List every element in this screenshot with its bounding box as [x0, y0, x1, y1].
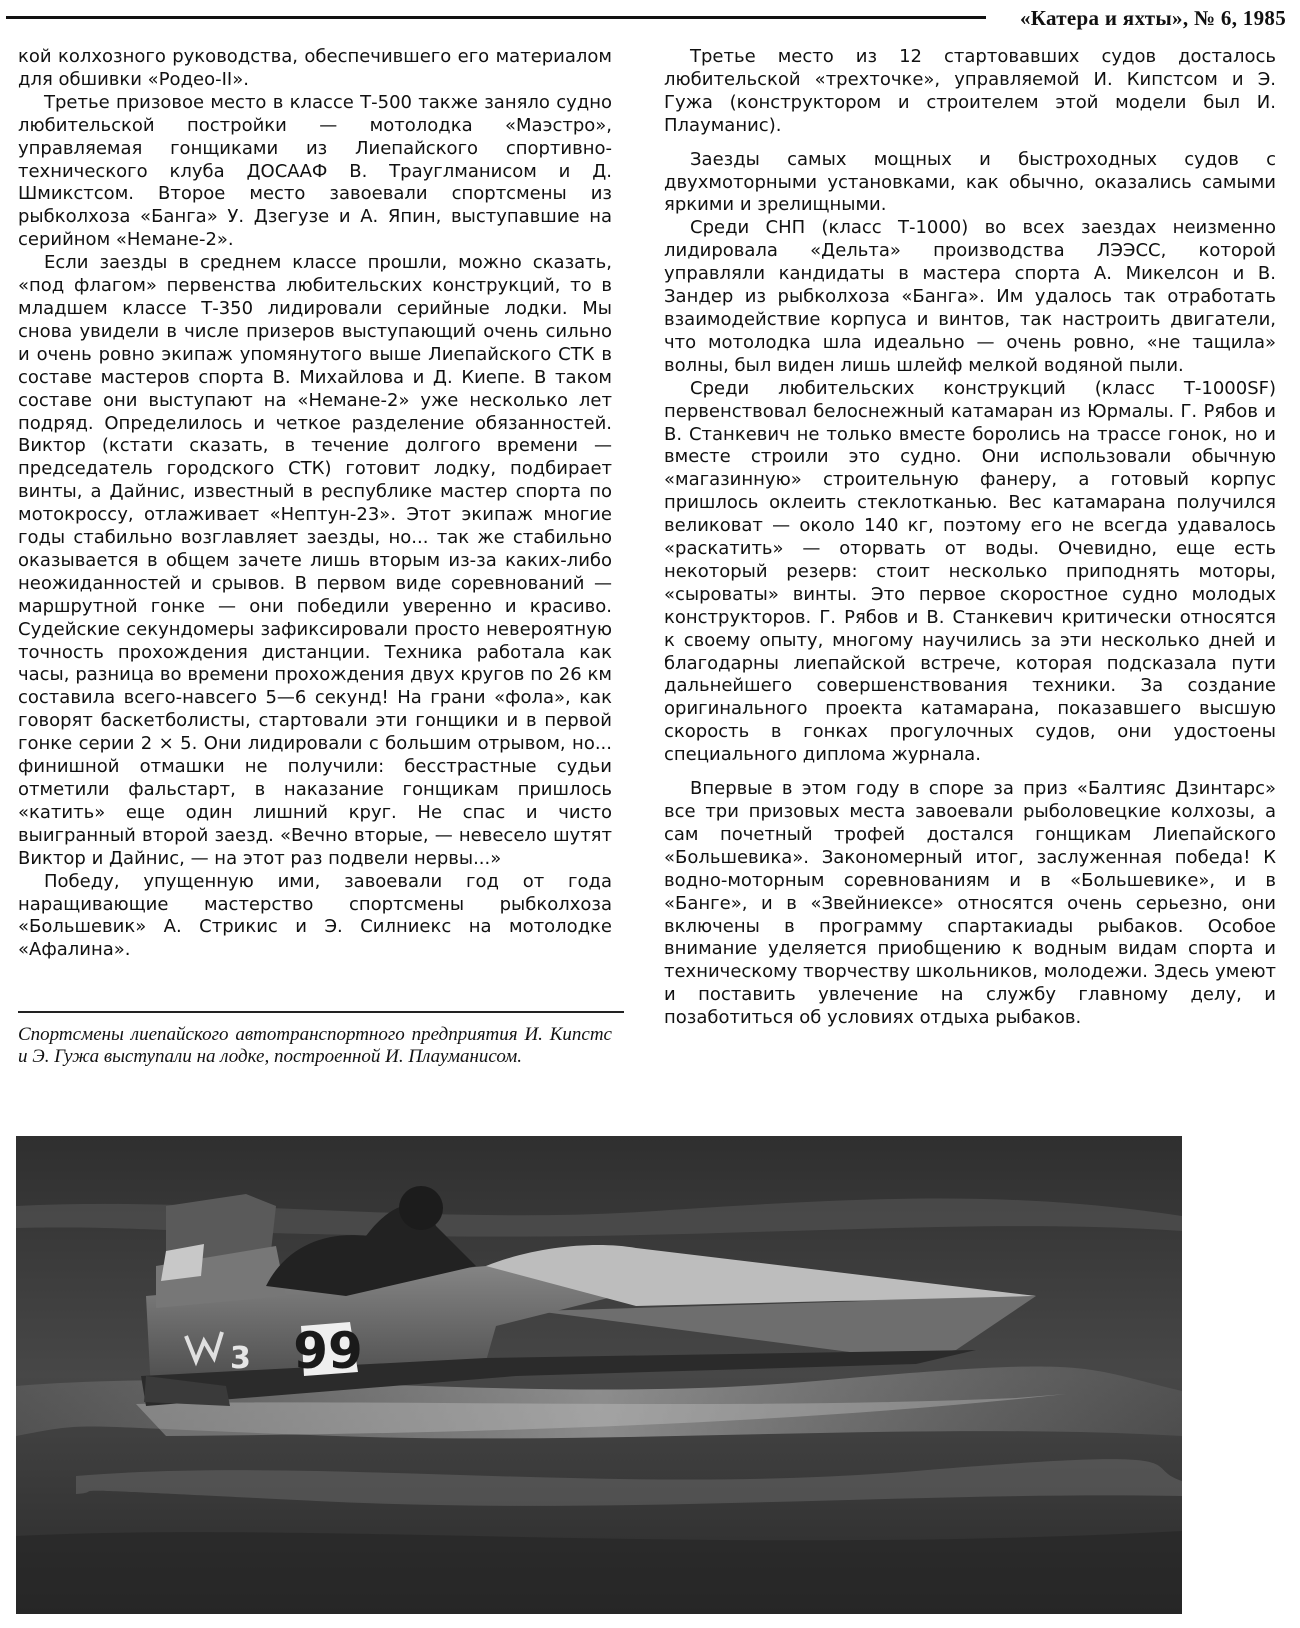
paragraph: Если заезды в среднем классе прошли, можно сказать, «под флагом» первенства любительских конструкций, то в младшем классе Т-350 лидировали серийные лодки. Мы снова увидели в числе призеров выступающий очень сильно и очень ровно экипаж упомянутого выше Лиепайского СТК в составе мастеров спорта В. Михайлова и Д. Киепе. В таком составе они выступают на «Немане-2» уже несколько лет подряд. Определилось и четкое разделение обязанностей. Виктор (кстати сказать, в течение долгого времени — председатель городского СТК) готовит лодку, подбирает винты, а Дайнис, известный в республике мастер спорта по мотокроссу, отлаживает «Нептун-23». Этот экипаж многие годы стабильно возглавляет заезды, но... так же стабильно оказывается в общем зачете лишь вторым из-за каких-либо неожиданностей и срывов. В первом виде соревнований — маршрутной гонке — они победили уверенно и красиво. Судейские секундомеры зафиксировали просто невероятную точность прохождения дистанции. Техника работала как часы, разница во времени прохождения двух кругов по 26 км составила всего-навсего 5—6 секунд! На грани «фола», как говорят баскетболисты, стартовали эти гонщики и в первой гонке серии 2 × 5. Они лидировали с большим отрывом, но... финишной отмашки не получили: бесстрастные судьи отметили фальстарт, в наказание гонщикам пришлось «катить» еще один лишний круг. Не спас и чисто выигранный второй заезд. «Вечно вторые, — невесело шутят Виктор и Дайнис, — на этот раз подвели нервы...» [18, 252, 612, 869]
paragraph: Победу, упущенную ими, завоевали год от года наращивающие мастерство спортсмены рыбколхоза «Большевик» А. Стрикис и Э. Силниекс на мотолодке «Афалина». [18, 870, 612, 961]
left-column [18, 46, 612, 962]
paragraph: Среди любительских конструкций (класс Т-1000SF) первенствовал белоснежный катамаран из Юрмалы. Г. Рябов и В. Станкевич не только вместе боролись на трассе гонок, но и вместе строили это судно. Они использовали обычную «магазинную» строительную фанеру, а готовый корпус пришлось оклеить стеклотканью. Вес катамарана получился великоват — около 140 кг, поэтому его не всегда удавалось «раскатить» — оторвать от воды. Очевидно, еще есть некоторый резерв: стоит несколько приподнять моторы, «сыроваты» винты. Это первое скоростное судно молодых конструкторов. Г. Рябов и В. Станкевич критически относятся к своему опыту, многому научились за эти несколько дней и благодарны лиепайской встрече, которая подсказала пути дальнейшего совершенствования техники. За создание оригинального проекта катамарана, показавшего высшую скорость в гонках прогулочных судов, они удостоены специального диплома журнала. [664, 377, 1276, 766]
caption-text: Спортсмены лиепайского автотранспортного предприятия И. Кипстс и Э. Гужа выступали на лодке, построенной И. Плауманисом. [18, 1024, 612, 1067]
caption-divider [18, 1011, 624, 1013]
paragraph: Впервые в этом году в споре за приз «Балтияс Дзинтарс» все три призовых места завоевали рыболовецкие колхозы, а сам почетный трофей достался гонщикам Лиепайского «Большевика». Закономерный итог, заслуженная победа! К водно-моторным соревнованиям и в «Большевике», и в «Банге», и в «Звейниексе» относятся очень серьезно, они включены в программу спартакиады рыбаков. Особое внимание уделяется приобщению к водным видам спорта и техническому творчеству школьников, молодежи. Здесь умеют и поставить увлечение на службу главному делу, и позаботиться об условиях отдыха рыбаков. [664, 778, 1276, 1029]
running-head: «Катера и яхты», № 6, 1985 [1019, 6, 1286, 30]
hull-mark: 3 [230, 1341, 251, 1376]
paragraph: Заезды самых мощных и быстроходных судов с двухмоторными установками, как обычно, оказались самыми яркими и зрелищными. [664, 148, 1276, 216]
paragraph: Третье призовое место в классе Т-500 также заняло судно любительской постройки — мотолодка «Маэстро», управляемая гонщиками из Лиепайского спортивно-технического клуба ДОСААФ В. Трауглманисом и Д. Шмикстсом. Второе место завоевали спортсмены из рыбколхоза «Банга» У. Дзегузе и А. Япин, выступавшие на серийном «Немане-2». [18, 91, 612, 251]
header-rule [6, 16, 986, 19]
photo-caption [18, 1024, 612, 1068]
paragraph: Третье место из 12 стартовавших судов досталось любительской «трехточке», управляемой И. Кипстсом и Э. Гужа (конструктором и строителем этой модели был И. Плауманис). [664, 46, 1276, 136]
race-boat-photo [16, 1136, 1182, 1614]
paragraph: Среди СНП (класс Т-1000) во всех заездах неизменно лидировала «Дельта» производства ЛЭЭСС, которой управляли кандидаты в мастера спорта А. Микелсон и В. Зандер из рыбколхоза «Банга». Им удалось так отработать взаимодействие корпуса и винтов, так настроить двигатели, что мотолодка шла идеально — очень ровно, «не тащила» волны, был виден лишь шлейф мелкой водяной пыли. [664, 217, 1276, 376]
right-column [664, 46, 1276, 1030]
paragraph: кой колхозного руководства, обеспечившего его материалом для обшивки «Родео-II». [18, 46, 612, 90]
race-number: 99 [293, 1322, 363, 1380]
